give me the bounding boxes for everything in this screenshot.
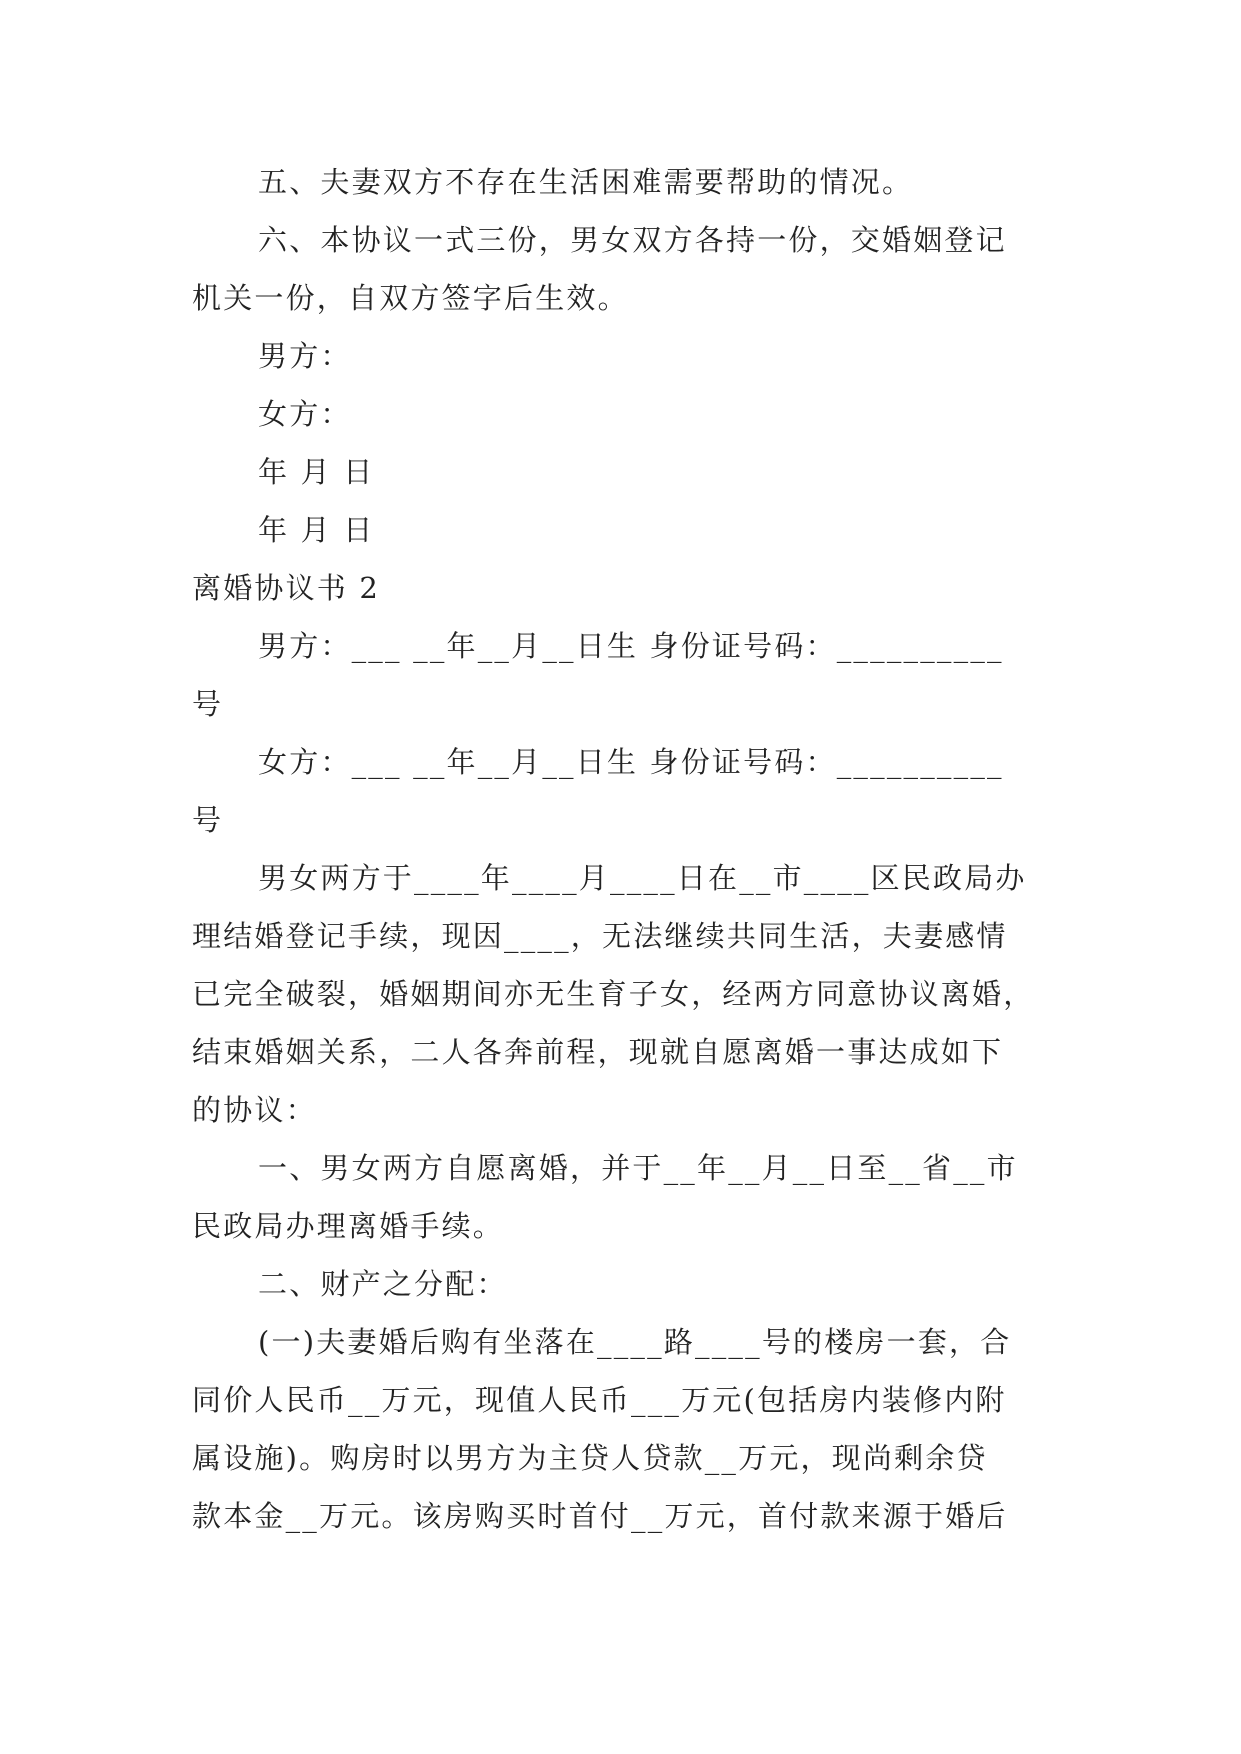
marriage-registration-line-5: 的协议： (192, 1093, 317, 1127)
property-clause-line-3: 属设施)。购房时以男方为主贷人贷款__万元，现尚剩余贷 (192, 1441, 988, 1475)
male-signature-label: 男方： (258, 339, 352, 373)
clause-6-continuation: 机关一份，自双方签字后生效。 (192, 281, 629, 315)
date-line-1: 年 月 日 (258, 455, 375, 489)
marriage-registration-line-3: 已完全破裂，婚姻期间亦无生育子女，经两方同意协议离婚， (192, 977, 1035, 1011)
agreement-title: 离婚协议书 2 (192, 571, 381, 605)
clause-5-text: 五、夫妻双方不存在生活困难需要帮助的情况。 (258, 165, 914, 199)
female-info-continuation: 号 (192, 803, 224, 837)
marriage-registration-text: 男女两方于____年____月____日在__市____区民政局办 (258, 861, 1027, 895)
clause-1-continuation: 民政局办理离婚手续。 (192, 1209, 505, 1243)
male-info-line: 男方：___ __年__月__日生 身份证号码：__________ (258, 629, 1004, 663)
clause-1-text: 一、男女两方自愿离婚，并于__年__月__日至__省__市 (258, 1151, 1018, 1185)
clause-2-heading: 二、财产之分配： (258, 1267, 508, 1301)
female-signature-label: 女方： (258, 397, 352, 431)
property-clause-line-2: 同价人民币__万元，现值人民币___万元(包括房内装修内附 (192, 1383, 1007, 1417)
male-info-continuation: 号 (192, 687, 224, 721)
female-info-line: 女方：___ __年__月__日生 身份证号码：__________ (258, 745, 1004, 779)
property-clause-text: (一)夫妻婚后购有坐落在____路____号的楼房一套，合 (258, 1325, 1012, 1359)
marriage-registration-line-2: 理结婚登记手续，现因____，无法继续共同生活，夫妻感情 (192, 919, 1008, 953)
property-clause-line-4: 款本金__万元。该房购买时首付__万元，首付款来源于婚后 (192, 1499, 1008, 1533)
marriage-registration-line-4: 结束婚姻关系，二人各奔前程，现就自愿离婚一事达成如下 (192, 1035, 1004, 1069)
date-line-2: 年 月 日 (258, 513, 375, 547)
clause-6-text: 六、本协议一式三份，男女双方各持一份，交婚姻登记 (258, 223, 1007, 257)
